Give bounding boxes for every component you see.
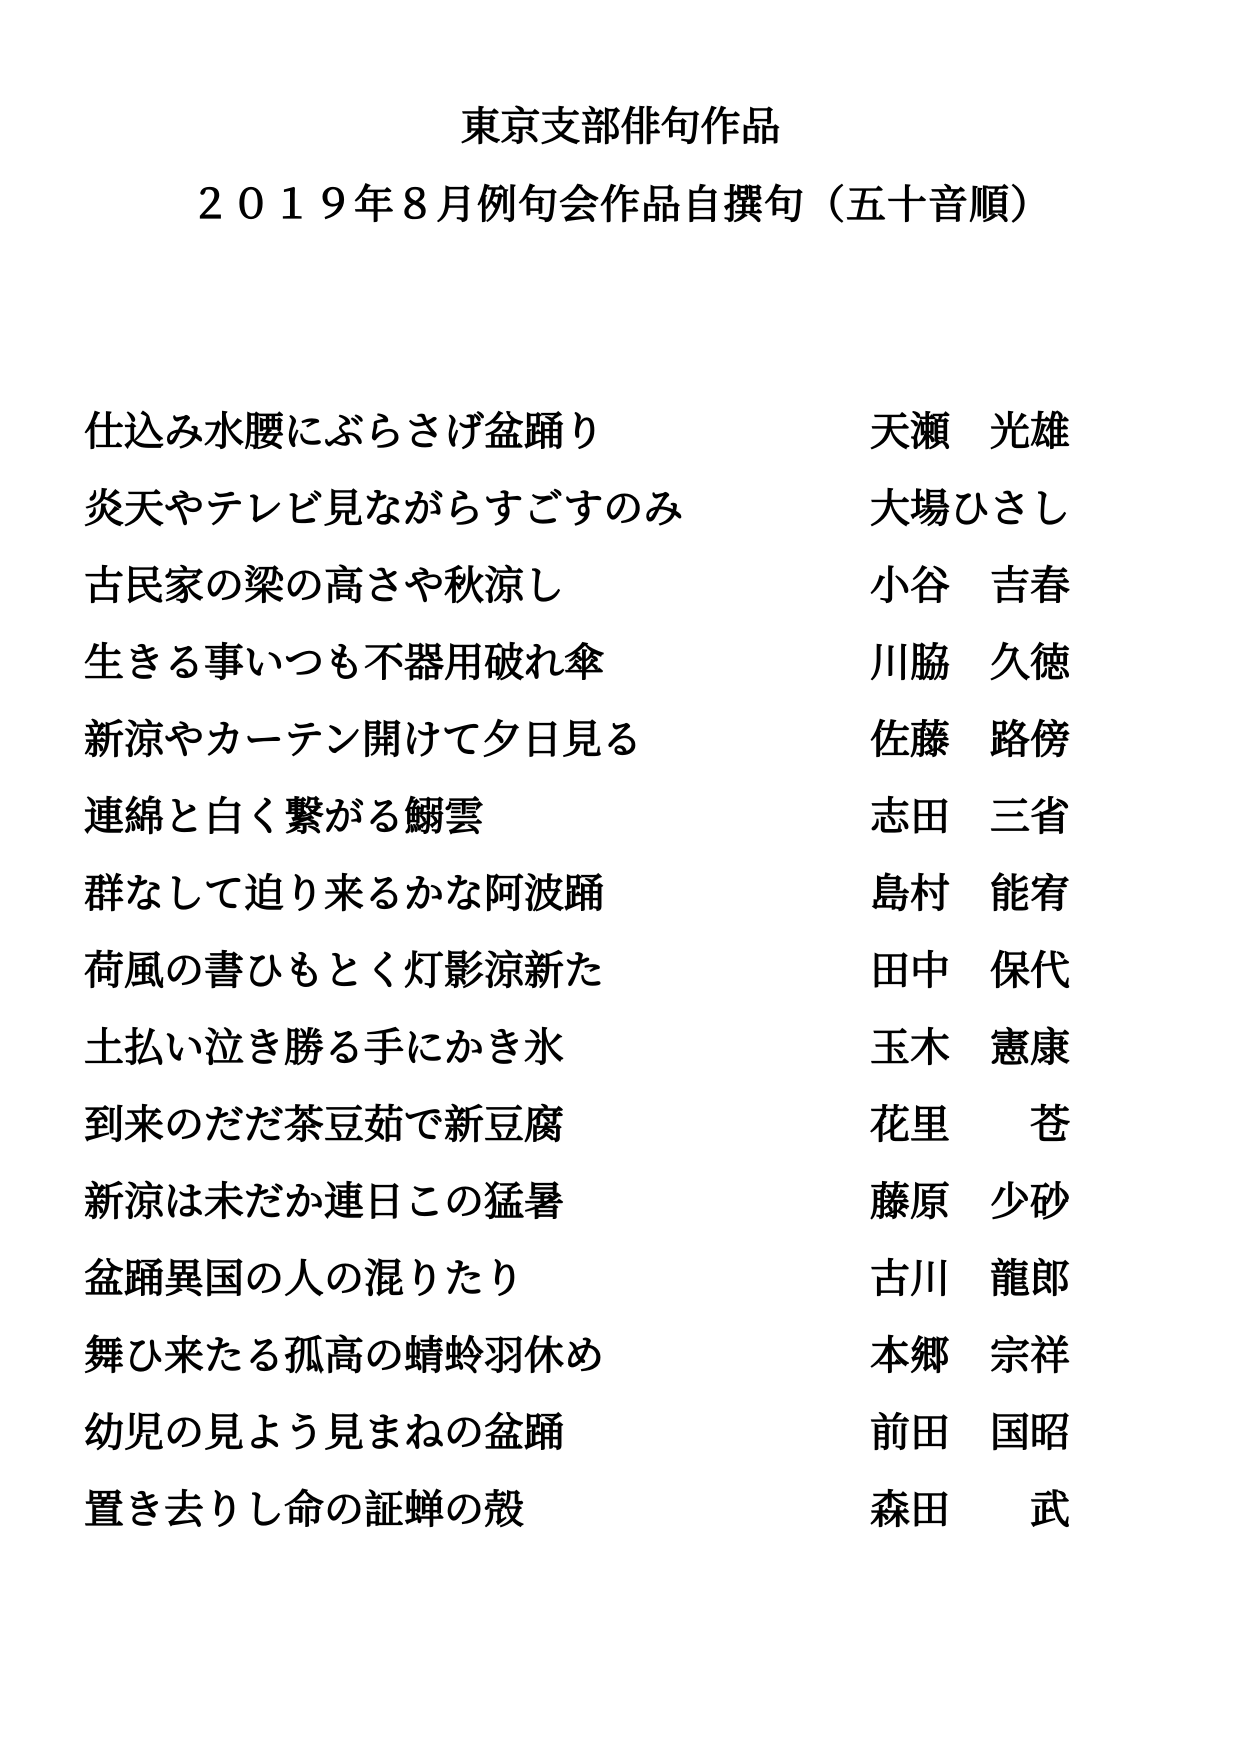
poem-text: 土払い泣き勝る手にかき氷: [84, 1024, 564, 1071]
poem-row: [84, 942, 1184, 1019]
poem-row: [84, 1481, 1184, 1558]
poem-row: [84, 865, 1184, 942]
poem-author: 島村 能宥: [870, 870, 1070, 917]
poem-text: 炎天やテレビ見ながらすごすのみ: [84, 485, 684, 532]
poem-list: [84, 403, 1184, 1558]
poem-text: 仕込み水腰にぶらさげ盆踊り: [84, 408, 604, 455]
poem-row: [84, 711, 1184, 788]
poem-row: [84, 1250, 1184, 1327]
poem-row: [84, 1019, 1184, 1096]
poem-author: 大場ひさし: [870, 485, 1070, 532]
page-title: 東京支部俳句作品: [460, 103, 781, 150]
poem-author: 小谷 吉春: [870, 562, 1070, 609]
poem-author: 川脇 久徳: [870, 639, 1070, 686]
poem-author: 前田 国昭: [870, 1409, 1070, 1456]
poem-text: 生きる事いつも不器用破れ傘: [84, 639, 604, 686]
poem-author: 花里 苍: [870, 1101, 1070, 1148]
poem-row: [84, 1404, 1184, 1481]
poem-author: 森田 武: [870, 1486, 1070, 1533]
poem-text: 新涼やカーテン開けて夕日見る: [84, 716, 642, 763]
poem-row: [84, 557, 1184, 634]
poem-text: 舞ひ来たる孤高の蜻蛉羽休め: [84, 1332, 604, 1379]
poem-author: 古川 龍郎: [870, 1255, 1070, 1302]
poem-text: 盆踊異国の人の混りたり: [84, 1255, 524, 1302]
page-subtitle: ２０１９年８月例句会作品自撰句（五十音順）: [190, 181, 1051, 228]
poem-text: 新涼は未だか連日この猛暑: [84, 1178, 564, 1225]
poem-text: 古民家の梁の高さや秋涼し: [84, 562, 564, 609]
poem-author: 本郷 宗祥: [870, 1332, 1070, 1379]
poem-text: 置き去りし命の証蝉の殻: [84, 1486, 524, 1533]
poem-author: 志田 三省: [870, 793, 1070, 840]
poem-row: [84, 634, 1184, 711]
poem-text: 荷風の書ひもとく灯影涼新た: [84, 947, 604, 994]
poem-text: 幼児の見よう見まねの盆踊: [84, 1409, 564, 1456]
poem-row: [84, 1327, 1184, 1404]
poem-row: [84, 1096, 1184, 1173]
poem-row: [84, 480, 1184, 557]
poem-author: 天瀬 光雄: [870, 408, 1070, 455]
poem-author: 藤原 少砂: [870, 1178, 1070, 1225]
poem-text: 連綿と白く繋がる鰯雲: [84, 793, 484, 840]
poem-row: [84, 788, 1184, 865]
poem-author: 玉木 憲康: [870, 1024, 1070, 1071]
poem-author: 佐藤 路傍: [870, 716, 1070, 763]
poem-row: [84, 403, 1184, 480]
poem-author: 田中 保代: [870, 947, 1070, 994]
poem-text: 到来のだだ茶豆茹で新豆腐: [84, 1101, 564, 1148]
poem-text: 群なして迫り来るかな阿波踊: [84, 870, 604, 917]
poem-row: [84, 1173, 1184, 1250]
